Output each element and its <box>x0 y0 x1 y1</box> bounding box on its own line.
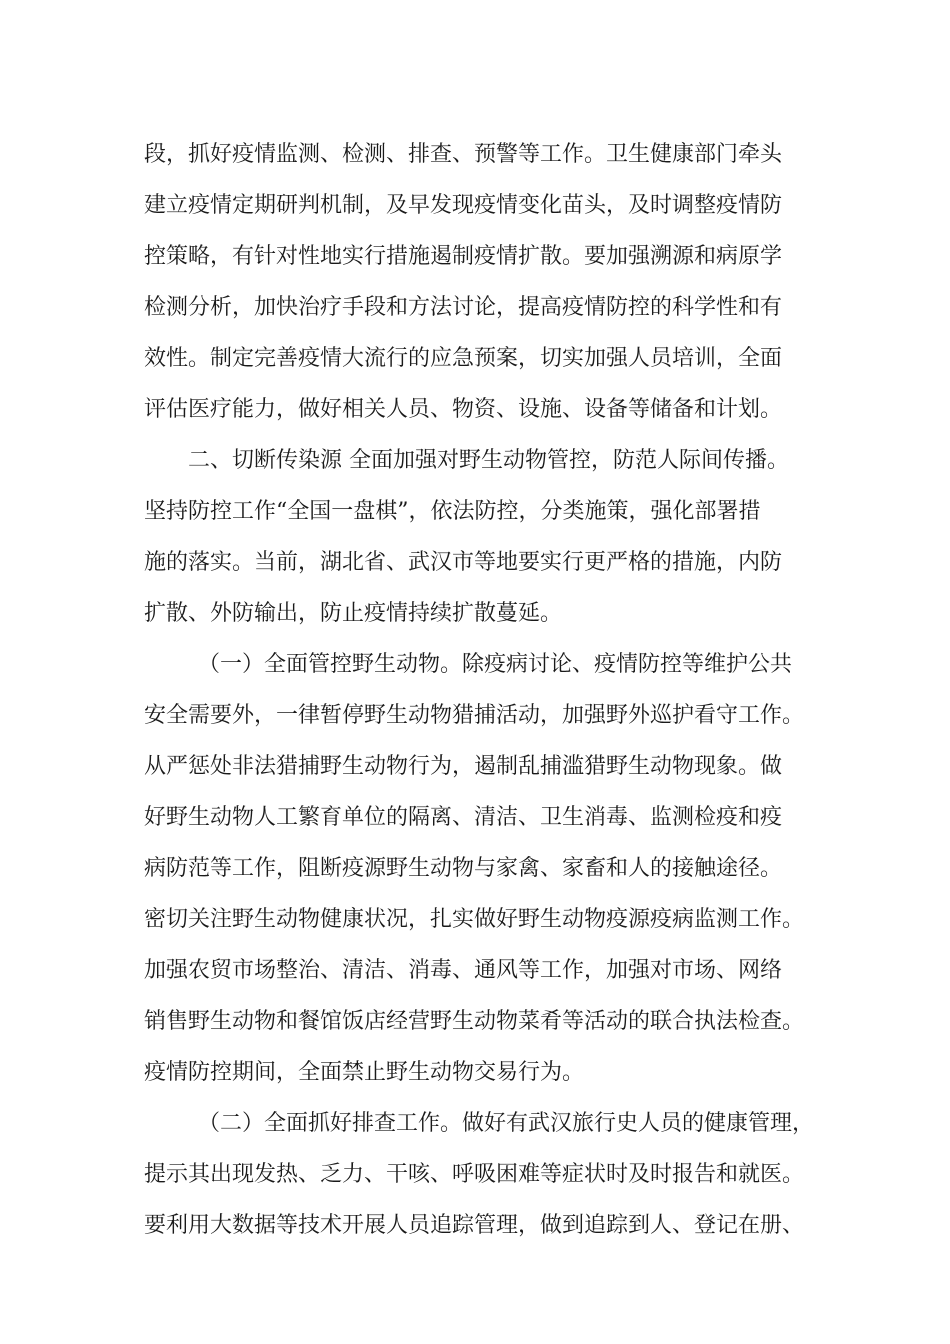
text-line: 效性。制定完善疫情大流行的应急预案，切实加强人员培训，全面 <box>144 346 783 371</box>
text-line: 施的落实。当前，湖北省、武汉市等地要实行更严格的措施，内防 <box>144 550 783 575</box>
text-line: 好野生动物人工繁育单位的隔离、清洁、卫生消毒、监测检疫和疫 <box>144 805 783 830</box>
text-line: 扩散、外防输出，防止疫情持续扩散蔓延。 <box>144 601 563 626</box>
body-text <box>144 129 834 1251</box>
subsection-heading-line: （一）全面管控野生动物。除疫病讨论、疫情防控等维护公共 <box>198 652 793 677</box>
text-line: 加强农贸市场整治、清洁、消毒、通风等工作，加强对市场、网络 <box>144 958 783 983</box>
text-line: 安全需要外，一律暂停野生动物猎捕活动，加强野外巡护看守工作。 <box>144 703 805 728</box>
text-line: 评估医疗能力，做好相关人员、物资、设施、设备等储备和计划。 <box>144 397 783 422</box>
text-line: 疫情防控期间，全面禁止野生动物交易行为。 <box>144 1060 585 1085</box>
text-line: 检测分析，加快治疗手段和方法讨论，提高疫情防控的科学性和有 <box>144 295 783 320</box>
text-line: 坚持防控工作“全国一盘棋”，依法防控，分类施策，强化部署措 <box>144 499 761 524</box>
text-line: 从严惩处非法猎捕野生动物行为，遏制乱捕滥猎野生动物现象。做 <box>144 754 783 779</box>
text-line: 提示其出现发热、乏力、干咳、呼吸困难等症状时及时报告和就医。 <box>144 1162 805 1187</box>
subsection-heading-line: （二）全面抓好排查工作。做好有武汉旅行史人员的健康管理， <box>198 1111 815 1136</box>
text-line: 销售野生动物和餐馆饭店经营野生动物菜肴等活动的联合执法检查。 <box>144 1009 805 1034</box>
text-line: 密切关注野生动物健康状况，扎实做好野生动物疫源疫病监测工作。 <box>144 907 805 932</box>
text-line: 控策略，有针对性地实行措施遏制疫情扩散。要加强溯源和病原学 <box>144 244 783 269</box>
text-line: 要利用大数据等技术开展人员追踪管理，做到追踪到人、登记在册、 <box>144 1213 805 1238</box>
text-line: 段，抓好疫情监测、检测、排查、预警等工作。卫生健康部门牵头 <box>144 142 783 167</box>
section-heading-line: 二、切断传染源 全面加强对野生动物管控，防范人际间传播。 <box>188 448 789 473</box>
text-line: 病防范等工作，阻断疫源野生动物与家禽、家畜和人的接触途径。 <box>144 856 783 881</box>
text-line: 建立疫情定期研判机制，及早发现疫情变化苗头，及时调整疫情防 <box>144 193 783 218</box>
